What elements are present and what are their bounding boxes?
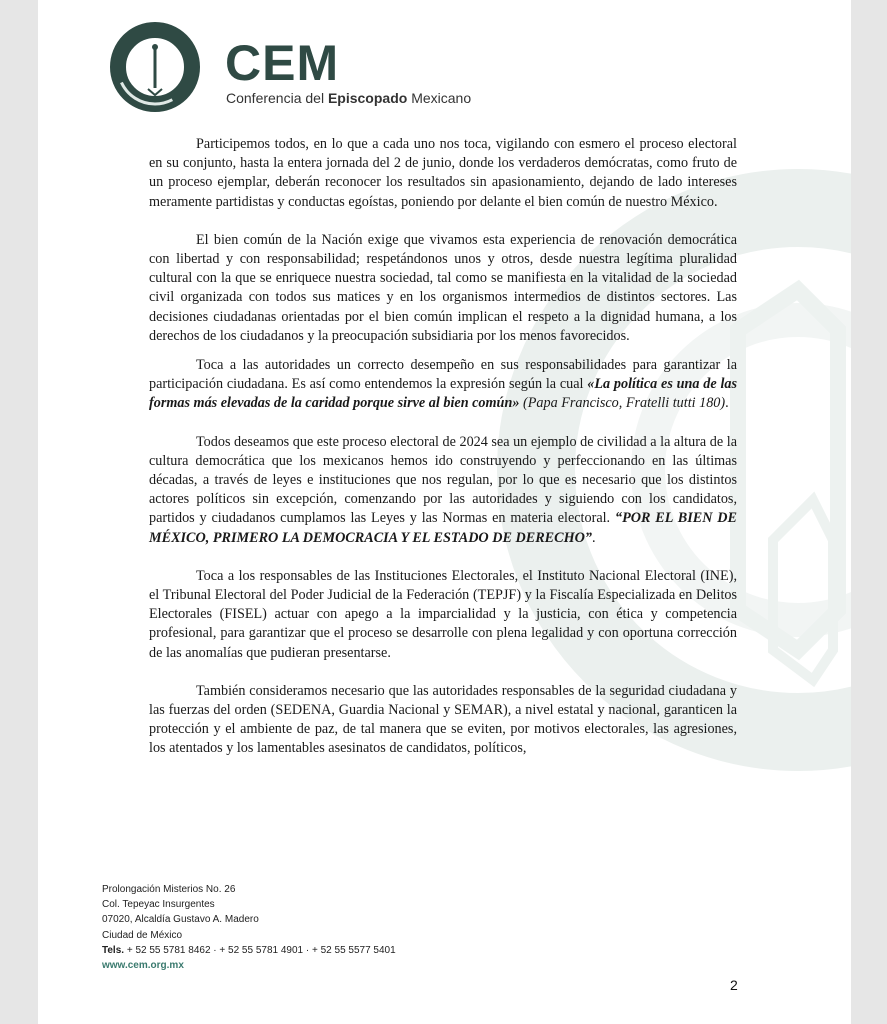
document-page	[38, 0, 851, 1024]
paragraph-5: Toca a los responsables de las Instituciones Electorales, el Instituto Nacional Electoral (INE), el Tribunal Electoral del Poder Judicial de la Federación (TEPJF) y la Fiscalía Especializada en Delitos Electorales (FISEL) actuar con apego a la imparcialidad y la justicia, con ética y competencia profesional, para garantizar que el proceso se desarrolle con plena legalidad y con oportuna corrección de las anomalías que pudieran presentarse.	[149, 567, 737, 661]
paragraph-2: El bien común de la Nación exige que vivamos esta experiencia de renovación democrática con libertad y con responsabilidad; respetándonos unos y otros, desde nuestra legítima pluralidad cultural con la que se enriquece nuestra sociedad, tal como se manifiesta en la vitalidad de la sociedad civil organizada con todos sus matices y en los organismos intermedios de distintos sectores. Las decisiones ciudadanas orientadas por el bien común implican el respeto a la dignidad humana, a los derechos de los ciudadanos y la preocupación subsidiaria por los menos favorecidos.	[149, 231, 737, 344]
p3-text: Toca a las autoridades un correcto desempeño en sus responsabilidades para garantizar la participación ciudadana. Es así como entendemos la expresión según la cual	[149, 357, 737, 393]
paragraph-3	[149, 356, 737, 414]
org-name-bold: Episcopado	[327, 90, 408, 106]
letter-body	[149, 135, 737, 778]
pope-quote: «La política es una de las formas más elevadas de la caridad porque sirve al bien común»	[149, 376, 737, 412]
address-line-1: Prolongación Misterios No. 26	[102, 884, 236, 895]
address-line-3: 07020, Alcaldía Gustavo A. Madero	[102, 914, 259, 926]
cem-emblem-icon	[109, 22, 207, 112]
p3-end: .	[725, 395, 729, 412]
footer-contact	[102, 882, 396, 973]
org-name-part: Conferencia del	[226, 90, 328, 106]
phone-numbers	[102, 943, 396, 958]
p4-end: .	[591, 529, 596, 546]
tels-label: Tels.	[102, 944, 125, 956]
address-line-2: Col. Tepeyac Insurgentes	[102, 899, 215, 911]
website-link[interactable]: www.cem.org.mx	[102, 960, 184, 972]
cem-logo-text: CEM	[225, 35, 340, 91]
p4-text: Todos deseamos que este proceso electoral de 2024 sea un ejemplo de civilidad a la altura de la cultura democrática que los mexicanos hemos ido construyendo y perfeccionando en las últimas décadas, a través de leyes e instituciones que nos regulan, por lo que es necesario que los distintos actores políticos sin excepción, comenzando por las autoridades y siguiendo con los candidatos, partidos y ciudadanos cumplamos las Leyes y las Normas en materia electoral.	[149, 433, 737, 527]
paragraph-4	[149, 433, 737, 548]
organization-name	[226, 90, 471, 106]
address-city: Ciudad de México	[102, 929, 183, 941]
paragraph-6: También consideramos necesario que las autoridades responsables de la seguridad ciudadana y las fuerzas del orden (SEDENA, Guardia Nacional y SEMAR), a nivel estatal y nacional, garanticen la protección y el ambiente de paz, de tal manera que se eviten, por motivos electorales, las agresiones, los atentados y los lamentables asesinatos de candidatos, políticos,	[149, 682, 737, 757]
page-number: 2	[730, 977, 738, 993]
quote-reference: (Papa Francisco, Fratelli tutti 180)	[519, 395, 726, 412]
motto: “POR EL BIEN DE MÉXICO, PRIMERO LA DEMOCRACIA Y EL ESTADO DE DERECHO”	[149, 510, 737, 546]
tels-values: + 52 55 5781 8462 · + 52 55 5781 4901 · + 52 55 5577 5401	[124, 944, 396, 956]
paragraph-1: Participemos todos, en lo que a cada uno nos toca, vigilando con esmero el proceso electoral en su conjunto, hasta la entera jornada del 2 de junio, donde los verdaderos demócratas, como fruto de un proceso ejemplar, deberán reconocer los resultados sin apasionamiento, dejando de lado intereses meramente partidistas y conductas egoístas, poniendo por delante el bien común de nuestro México.	[149, 136, 737, 210]
cem-logo	[109, 22, 529, 112]
org-name-part: Mexicano	[407, 90, 472, 106]
